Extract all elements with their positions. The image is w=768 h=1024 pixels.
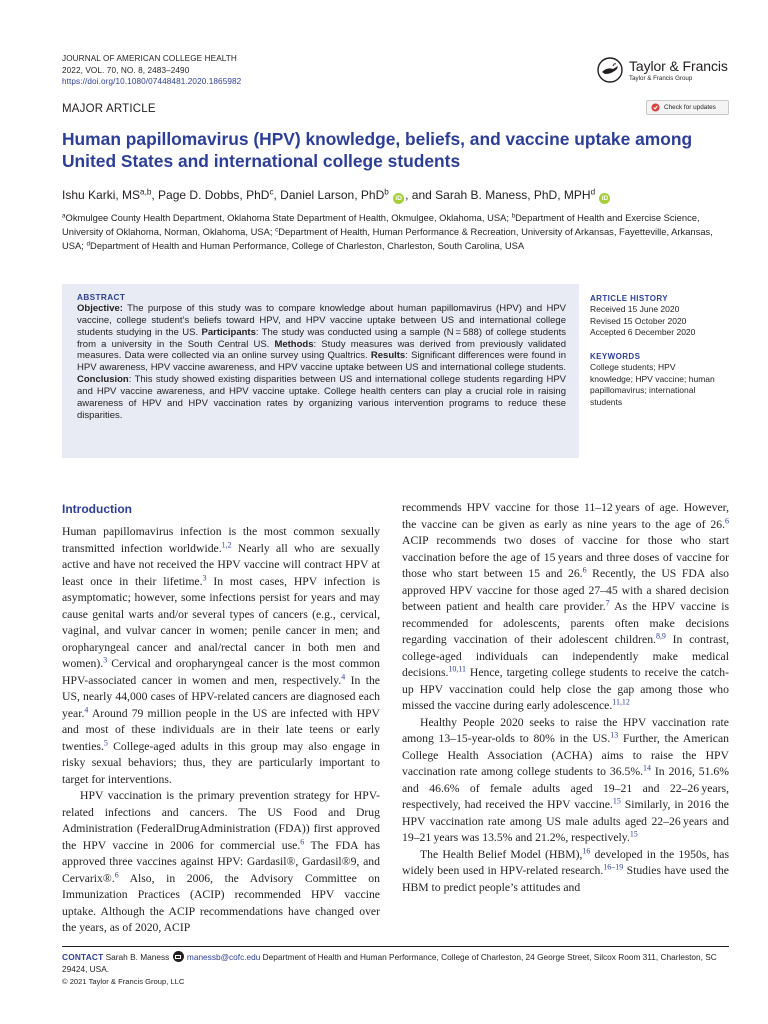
contact-email-link[interactable]: manessb@cofc.edu (186, 952, 261, 962)
keywords-text: College students; HPV knowledge; HPV vaccine; human papillomavirus; international students (590, 362, 715, 407)
section-heading-introduction: Introduction (62, 502, 132, 516)
abstract-results: : Significant differences were found in HPV awareness, HPV vaccine awareness, and HPV vaccine uptake between US and international college students. (77, 350, 566, 374)
author-larson-affil: b (384, 187, 389, 197)
author-larson: , Daniel Larson, PhD (273, 188, 385, 202)
author-karki: Ishu Karki, MS (62, 188, 141, 202)
article-type: MAJOR ARTICLE (62, 103, 156, 115)
abstract-label: Objective: (77, 303, 123, 314)
abstract-methods: : Study measures was derived from previously validated measures. Data were collected via an online survey using Qualtrics. (77, 338, 566, 362)
affil-marker: d (86, 240, 91, 248)
citation-link[interactable]: 15 (629, 829, 638, 839)
contact-address: Department of Health and Human Performance, College of Charleston, 24 George Street, Silcox Room 311, Charleston, SC 29424, USA. (62, 952, 717, 974)
article-history (590, 293, 720, 339)
abstract-box (62, 284, 579, 458)
affil-marker: c (275, 226, 279, 234)
revised-date: Revised 15 October 2020 (590, 315, 687, 326)
citation-link[interactable]: 14 (643, 763, 651, 773)
journal-info (62, 53, 241, 88)
volume-info: 2022, VOL. 70, NO. 8, 2483–2490 (62, 65, 190, 75)
abstract-heading: ABSTRACT (77, 293, 126, 302)
publisher-name: Taylor & Francis (629, 58, 728, 74)
affil-d: Department of Health and Human Performance, College of Charleston, Charleston, South Carolina, USA (90, 240, 525, 251)
citation-link[interactable]: 13 (610, 730, 619, 740)
orcid-icon[interactable]: iD (393, 193, 404, 204)
publisher-logo (597, 56, 728, 88)
publisher-lamp-icon (597, 57, 623, 83)
affil-a: Okmulgee County Health Department, Oklahoma State Department of Health, Okmulgee, Oklahoma, USA; (65, 212, 512, 223)
article-title: Human papillomavirus (HPV) knowledge, beliefs, and vaccine uptake among United States and international college students (62, 129, 693, 171)
citation-link[interactable]: 5 (103, 738, 108, 748)
body-column-right (402, 500, 729, 896)
footer-divider (62, 946, 729, 947)
citation-link[interactable]: 4 (84, 705, 89, 715)
affil-c: Department of Health, Human Performance & Recreation, University of Arkansas, Fayetteville, Arkansas, USA; (62, 226, 713, 251)
affil-b: Department of Health and Exercise Science, University of Oklahoma, Norman, Oklahoma, USA; (62, 212, 700, 237)
citation-link[interactable]: 8,9 (655, 631, 666, 641)
citation-link[interactable]: 3 (202, 573, 207, 583)
author-maness: , and Sarah B. Maness, PhD, MPH (405, 188, 591, 202)
publisher-subtitle: Taylor & Francis Group (629, 75, 693, 82)
orcid-icon[interactable]: iD (599, 193, 610, 204)
contact-label: CONTACT (62, 952, 104, 962)
abstract-objective: The purpose of this study was to compare knowledge about human papillomavirus (HPV) and HPV vaccine, college student’s beliefs toward HPV, and HPV vaccine uptake between US and international college students studying in the US. (77, 303, 566, 338)
abstract-label: Methods (274, 338, 314, 350)
abstract-label: Participants (201, 326, 256, 338)
abstract-label: Results (370, 350, 406, 362)
citation-link[interactable]: 11,12 (612, 697, 630, 707)
contact-info (62, 951, 729, 975)
check-updates-label: Check for updates (664, 104, 716, 111)
body-column-left (62, 524, 380, 937)
citation-link[interactable]: 16–19 (603, 862, 624, 872)
abstract-participants: : The study was conducted using a sample (N = 588) of college students from a university in the South Central US. (77, 326, 566, 350)
check-for-updates-button[interactable] (646, 100, 729, 115)
article-history-heading: ARTICLE HISTORY (590, 294, 669, 303)
citation-link[interactable]: 15 (612, 796, 621, 806)
keywords-heading: KEYWORDS (590, 352, 641, 361)
doi-link[interactable]: https://doi.org/10.1080/07448481.2020.1865982 (62, 77, 242, 87)
author-maness-affil: d (590, 187, 596, 197)
citation-link[interactable]: 6 (582, 565, 587, 575)
citation-link[interactable]: 6 (300, 837, 305, 847)
citation-link[interactable]: 10,11 (448, 664, 466, 674)
paragraph: The Health Belief Model (HBM),$^{16}$ developed in the 1950s, has widely been used in HPV-related research.$^{16-19}$ Studies have used the HBM to predict people’s attitudes and (402, 846, 729, 894)
mail-icon (173, 951, 184, 962)
paragraph: Healthy People 2020 seeks to raise the HPV vaccination rate among 13–15-year-olds to 80% in the US.$^{13}$ Further, the American College Health Association (ACHA) aims to raise the HPV vaccination rate among college students to 36.5%.$^{14}$ In 2016, 51.6% and 46.6% of female adults aged 19–21 and 22–26 years, respectively, had received the HPV vaccine.$^{15}$ Similarly, in 2016 the HPV vaccination rate among US male adults aged 22–26 years and 19–21 years was 13.5% and 21.2%, respectively.$^{15}$ (402, 715, 729, 844)
citation-link[interactable]: 6 (114, 870, 119, 880)
citation-link[interactable]: 4 (341, 672, 346, 682)
affiliations (62, 211, 722, 253)
citation-link[interactable]: 1,2 (221, 540, 232, 550)
author-karki-affil: a,b (140, 187, 152, 197)
citation-link[interactable]: 6 (725, 516, 729, 526)
citation-link[interactable]: 3 (103, 655, 108, 665)
accepted-date: Accepted 6 December 2020 (590, 327, 696, 338)
author-dobbs-affil: c (269, 187, 274, 197)
affil-marker: a (62, 212, 66, 220)
author-dobbs: , Page D. Dobbs, PhD (151, 188, 270, 202)
paragraph: Human papillomavirus infection is the most common sexually transmitted infection worldwide.$^{1,2}$ Nearly all who are sexually active and have not received the HPV vaccine will contract HPV at least once in their lifetime.$^3$ In most cases, HPV infection is asymptomatic; however, some infections persist for years and may cause genital warts and/or several types of cancers (e.g., cervical, vaginal, and vulvar cancer in women; penile cancer in men; and oropharyngeal cancer and anal/rectal cancer in both men and women).$^3$ Cervical and oropharyngeal cancer is the most common HPV-associated cancer in women and men, respectively.$^4$ In the US, nearly 44,000 cases of HPV-related cancers are diagnosed each year.$^4$ Around 79 million people in the US are infected with HPV and most of these individuals are in their late teens or early twenties.$^5$ College-aged adults in this group may also engage in risky sexual behaviors; thus, they are particularly important to target for interventions. (62, 525, 381, 786)
author-list (62, 187, 722, 204)
abstract-conclusion: : This study showed existing disparities between US and international college students regarding HPV and HPV vaccine awareness, and HPV vaccine uptake. College health centers can play a crucial role in raising awareness of HPV and HPV vaccination rates by organizing various intervention programs to reduce these disparities. (77, 374, 566, 421)
keywords (590, 351, 720, 408)
affil-marker: b (511, 212, 516, 220)
copyright: © 2021 Taylor & Francis Group, LLC (62, 977, 185, 986)
abstract-label: Conclusion (77, 374, 129, 386)
citation-link[interactable]: 16 (582, 846, 591, 856)
contact-name: Sarah B. Maness (103, 952, 172, 962)
journal-name: JOURNAL OF AMERICAN COLLEGE HEALTH (62, 54, 237, 63)
paragraph: recommends HPV vaccine for those 11–12 years of age. However, the vaccine can be given as early as nine years to the age of 26.$^6$ ACIP recommends two doses of vaccine for those who start vaccination before the age of 15 years and three doses of vaccine for those who start between 15 and 26.$^6$ Recently, the US FDA also approved HPV vaccine for those aged 27–45 with a shared decision between patient and health care provider.$^7$ As the HPV vaccine is recommended for adolescents, parents often make decisions regarding vaccination of their adolescent children.$^{8,9}$ In contrast, college-aged individuals can independently make medical decisions.$^{10,11}$ Hence, targeting college students to receive the catch-up HPV vaccination could help close the gap among those who missed the vaccine during early adolescence.$^{11,12}$ (402, 501, 730, 712)
received-date: Received 15 June 2020 (590, 304, 680, 315)
abstract-text (77, 303, 566, 421)
citation-link[interactable]: 7 (605, 598, 610, 608)
paragraph: HPV vaccination is the primary prevention strategy for HPV-related infections and cancers. The US Food and Drug Administration (FederalDrugAdministration (FDA)) first approved the HPV vaccine in 2006 for commercial use.$^6$ The FDA has approved three vaccines against HPV: Gardasil®, Gardasil®9, and Cervarix®.$^6$ Also, in 2006, the Advisory Committee on Immunization Practices (ACIP) recommended HPV vaccine uptake. Although the ACIP recommendations have changed over the years, as of 2020, ACIP (62, 789, 380, 934)
check-updates-icon (651, 103, 660, 112)
